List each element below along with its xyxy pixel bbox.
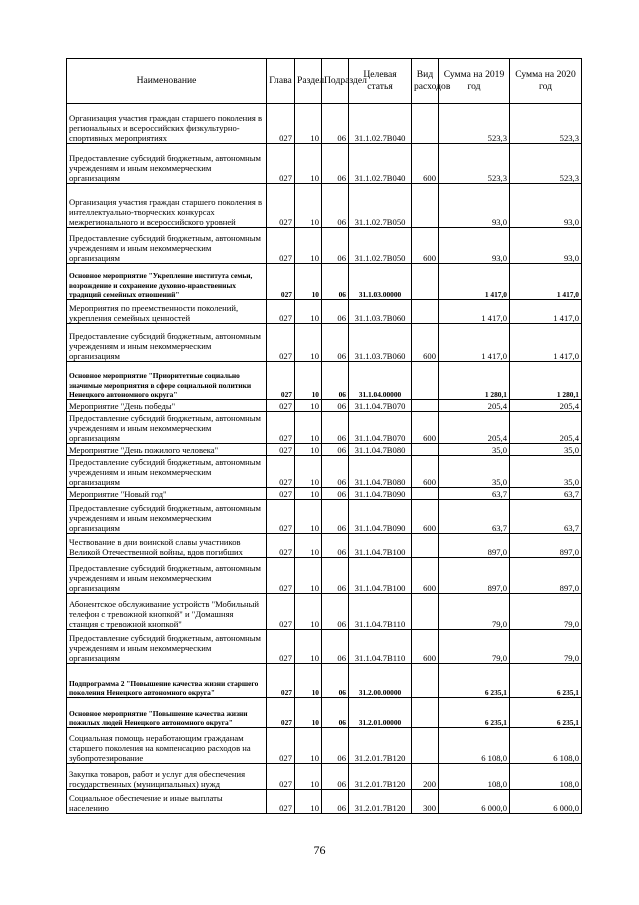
cell-chapter: 027 (267, 728, 295, 764)
cell-sum-2019: 205,4 (439, 412, 510, 444)
cell-expense-type (412, 488, 439, 500)
cell-section: 10 (295, 444, 322, 456)
cell-sum-2019: 1 417,0 (439, 300, 510, 324)
cell-subsection: 06 (322, 500, 349, 534)
cell-article: 31.1.03.7В060 (349, 300, 412, 324)
cell-sum-2020: 523,3 (510, 104, 582, 144)
cell-chapter: 027 (267, 630, 295, 664)
cell-expense-type (412, 728, 439, 764)
header-name: Наименование (67, 59, 267, 104)
table-row (67, 664, 582, 698)
cell-subsection: 06 (322, 184, 349, 228)
cell-expense-type (412, 664, 439, 698)
cell-expense-type (412, 300, 439, 324)
cell-sum-2020: 1 417,0 (510, 300, 582, 324)
cell-sum-2019: 6 235,1 (439, 664, 510, 698)
table-row (67, 534, 582, 558)
cell-name: Основное мероприятие "Приоритетные социально значимые мероприятия в сфере социальной политики Ненецкого автономного округа" (67, 362, 267, 400)
header-section: Раздел (295, 59, 322, 104)
cell-section: 10 (295, 500, 322, 534)
cell-subsection: 06 (322, 144, 349, 184)
cell-article: 31.2.00.00000 (349, 664, 412, 698)
cell-article: 31.1.02.7В040 (349, 144, 412, 184)
cell-expense-type: 600 (412, 228, 439, 264)
budget-table (66, 58, 582, 814)
cell-expense-type (412, 264, 439, 300)
cell-chapter: 027 (267, 264, 295, 300)
table-row (67, 324, 582, 362)
cell-expense-type: 600 (412, 412, 439, 444)
cell-article: 31.1.02.7В050 (349, 184, 412, 228)
cell-expense-type (412, 104, 439, 144)
table-row (67, 630, 582, 664)
cell-subsection: 06 (322, 728, 349, 764)
cell-subsection: 06 (322, 400, 349, 412)
cell-section: 10 (295, 698, 322, 728)
header-sum-2020: Сумма на 2020 год (510, 59, 582, 104)
cell-name: Предоставление субсидий бюджетным, автономным учреждениям и иным некоммерческим организациям (67, 144, 267, 184)
cell-sum-2019: 6 235,1 (439, 698, 510, 728)
cell-sum-2019: 35,0 (439, 444, 510, 456)
cell-sum-2020: 35,0 (510, 444, 582, 456)
cell-section: 10 (295, 324, 322, 362)
cell-name: Чествование в дни воинской славы участников Великой Отечественной войны, вдов погибших (67, 534, 267, 558)
cell-sum-2020: 1 417,0 (510, 324, 582, 362)
table-body (67, 104, 582, 814)
table-row (67, 264, 582, 300)
cell-expense-type: 600 (412, 558, 439, 594)
cell-sum-2020: 63,7 (510, 500, 582, 534)
cell-name: Предоставление субсидий бюджетным, автономным учреждениям и иным некоммерческим организациям (67, 228, 267, 264)
cell-chapter: 027 (267, 500, 295, 534)
cell-name: Мероприятие "День победы" (67, 400, 267, 412)
cell-article: 31.2.01.7В120 (349, 764, 412, 790)
cell-article: 31.1.04.7В080 (349, 456, 412, 488)
cell-sum-2020: 79,0 (510, 594, 582, 630)
cell-sum-2019: 93,0 (439, 228, 510, 264)
cell-name: Мероприятие "Новый год" (67, 488, 267, 500)
table-header-row (67, 59, 582, 104)
cell-sum-2020: 205,4 (510, 400, 582, 412)
cell-chapter: 027 (267, 228, 295, 264)
table-row (67, 300, 582, 324)
cell-article: 31.1.02.7В040 (349, 104, 412, 144)
table-row (67, 228, 582, 264)
cell-chapter: 027 (267, 324, 295, 362)
cell-name: Предоставление субсидий бюджетным, автономным учреждениям и иным некоммерческим организациям (67, 324, 267, 362)
cell-expense-type: 600 (412, 324, 439, 362)
cell-name: Основное мероприятие "Повышение качества жизни пожилых людей Ненецкого автономного округа" (67, 698, 267, 728)
cell-article: 31.1.04.7В080 (349, 444, 412, 456)
cell-article: 31.1.04.7В070 (349, 412, 412, 444)
cell-name: Организация участия граждан старшего поколения в интеллектуально-творческих конкурсах межрегионального и всероссийского уровней (67, 184, 267, 228)
cell-chapter: 027 (267, 488, 295, 500)
cell-section: 10 (295, 264, 322, 300)
cell-name: Социальное обеспечение и иные выплаты населению (67, 790, 267, 814)
cell-chapter: 027 (267, 790, 295, 814)
cell-sum-2020: 93,0 (510, 184, 582, 228)
cell-chapter: 027 (267, 184, 295, 228)
cell-expense-type (412, 594, 439, 630)
cell-section: 10 (295, 534, 322, 558)
cell-chapter: 027 (267, 594, 295, 630)
cell-subsection: 06 (322, 630, 349, 664)
cell-subsection: 06 (322, 324, 349, 362)
cell-article: 31.1.04.7В090 (349, 488, 412, 500)
cell-sum-2020: 6 235,1 (510, 698, 582, 728)
cell-section: 10 (295, 228, 322, 264)
cell-chapter: 027 (267, 534, 295, 558)
cell-sum-2020: 897,0 (510, 534, 582, 558)
cell-article: 31.2.01.7В120 (349, 790, 412, 814)
cell-expense-type (412, 184, 439, 228)
cell-sum-2019: 897,0 (439, 534, 510, 558)
cell-subsection: 06 (322, 264, 349, 300)
cell-sum-2019: 79,0 (439, 630, 510, 664)
cell-section: 10 (295, 144, 322, 184)
cell-subsection: 06 (322, 790, 349, 814)
cell-sum-2019: 35,0 (439, 456, 510, 488)
cell-sum-2020: 897,0 (510, 558, 582, 594)
cell-sum-2020: 205,4 (510, 412, 582, 444)
cell-article: 31.1.02.7В050 (349, 228, 412, 264)
cell-sum-2020: 108,0 (510, 764, 582, 790)
cell-chapter: 027 (267, 104, 295, 144)
cell-subsection: 06 (322, 444, 349, 456)
cell-name: Мероприятия по преемственности поколений, укрепления семейных ценностей (67, 300, 267, 324)
cell-chapter: 027 (267, 412, 295, 444)
cell-subsection: 06 (322, 664, 349, 698)
cell-article: 31.1.04.7В110 (349, 594, 412, 630)
cell-expense-type (412, 698, 439, 728)
cell-name: Социальная помощь неработающим гражданам старшего поколения на компенсацию расходов на зубопротезирование (67, 728, 267, 764)
cell-name: Мероприятие "День пожилого человека" (67, 444, 267, 456)
cell-article: 31.1.04.7В110 (349, 630, 412, 664)
cell-subsection: 06 (322, 412, 349, 444)
cell-expense-type (412, 400, 439, 412)
cell-subsection: 06 (322, 488, 349, 500)
cell-sum-2019: 205,4 (439, 400, 510, 412)
cell-subsection: 06 (322, 228, 349, 264)
table-row (67, 362, 582, 400)
cell-subsection: 06 (322, 534, 349, 558)
cell-name: Предоставление субсидий бюджетным, автономным учреждениям и иным некоммерческим организациям (67, 630, 267, 664)
cell-sum-2020: 523,3 (510, 144, 582, 184)
cell-chapter: 027 (267, 444, 295, 456)
cell-sum-2019: 6 000,0 (439, 790, 510, 814)
cell-section: 10 (295, 456, 322, 488)
table-row (67, 558, 582, 594)
cell-name: Основное мероприятие "Укрепление института семьи, возрождение и сохранение духовно-нравственных традиций семейных отношений" (67, 264, 267, 300)
header-subsection: Подраздел (322, 59, 349, 104)
cell-name: Организация участия граждан старшего поколения в региональных и всероссийских физкультурно-спортивных мероприятиях (67, 104, 267, 144)
cell-article: 31.2.01.00000 (349, 698, 412, 728)
cell-expense-type: 200 (412, 764, 439, 790)
header-expense-type: Вид расходов (412, 59, 439, 104)
cell-expense-type (412, 534, 439, 558)
cell-section: 10 (295, 300, 322, 324)
cell-sum-2019: 79,0 (439, 594, 510, 630)
cell-section: 10 (295, 488, 322, 500)
cell-section: 10 (295, 664, 322, 698)
cell-expense-type (412, 444, 439, 456)
cell-sum-2019: 1 417,0 (439, 264, 510, 300)
cell-subsection: 06 (322, 558, 349, 594)
cell-expense-type: 600 (412, 630, 439, 664)
table-row (67, 594, 582, 630)
cell-expense-type: 300 (412, 790, 439, 814)
cell-sum-2020: 6 000,0 (510, 790, 582, 814)
cell-sum-2019: 93,0 (439, 184, 510, 228)
cell-chapter: 027 (267, 144, 295, 184)
page-number: 76 (313, 843, 326, 857)
cell-subsection: 06 (322, 594, 349, 630)
cell-section: 10 (295, 790, 322, 814)
header-article: Целевая статья (349, 59, 412, 104)
cell-section: 10 (295, 594, 322, 630)
cell-article: 31.1.04.7В090 (349, 500, 412, 534)
table-row (67, 728, 582, 764)
cell-name: Предоставление субсидий бюджетным, автономным учреждениям и иным некоммерческим организациям (67, 412, 267, 444)
cell-chapter: 027 (267, 764, 295, 790)
cell-article: 31.1.04.7В100 (349, 534, 412, 558)
cell-section: 10 (295, 104, 322, 144)
table-row (67, 698, 582, 728)
cell-sum-2020: 63,7 (510, 488, 582, 500)
cell-sum-2019: 6 108,0 (439, 728, 510, 764)
cell-section: 10 (295, 630, 322, 664)
cell-article: 31.1.04.7В100 (349, 558, 412, 594)
table-row (67, 412, 582, 444)
cell-chapter: 027 (267, 664, 295, 698)
cell-name: Подпрограмма 2 "Повышение качества жизни старшего поколения Ненецкого автономного округа" (67, 664, 267, 698)
cell-name: Предоставление субсидий бюджетным, автономным учреждениям и иным некоммерческим организациям (67, 558, 267, 594)
cell-subsection: 06 (322, 456, 349, 488)
cell-sum-2019: 63,7 (439, 500, 510, 534)
table-row (67, 764, 582, 790)
cell-article: 31.1.04.00000 (349, 362, 412, 400)
table-row (67, 444, 582, 456)
table-row (67, 456, 582, 488)
cell-sum-2019: 63,7 (439, 488, 510, 500)
cell-sum-2019: 1 280,1 (439, 362, 510, 400)
cell-section: 10 (295, 400, 322, 412)
cell-sum-2019: 108,0 (439, 764, 510, 790)
cell-section: 10 (295, 558, 322, 594)
cell-chapter: 027 (267, 456, 295, 488)
cell-expense-type: 600 (412, 456, 439, 488)
cell-sum-2019: 897,0 (439, 558, 510, 594)
cell-expense-type (412, 362, 439, 400)
cell-sum-2020: 93,0 (510, 228, 582, 264)
cell-sum-2019: 523,3 (439, 144, 510, 184)
cell-article: 31.2.01.7В120 (349, 728, 412, 764)
table-row (67, 144, 582, 184)
cell-section: 10 (295, 184, 322, 228)
cell-subsection: 06 (322, 300, 349, 324)
cell-sum-2020: 1 280,1 (510, 362, 582, 400)
table-row (67, 500, 582, 534)
cell-chapter: 027 (267, 300, 295, 324)
cell-subsection: 06 (322, 698, 349, 728)
cell-sum-2019: 523,3 (439, 104, 510, 144)
cell-chapter: 027 (267, 558, 295, 594)
cell-name: Предоставление субсидий бюджетным, автономным учреждениям и иным некоммерческим организациям (67, 500, 267, 534)
cell-chapter: 027 (267, 400, 295, 412)
cell-article: 31.1.03.00000 (349, 264, 412, 300)
cell-section: 10 (295, 412, 322, 444)
cell-name: Абонентское обслуживание устройств "Мобильный телефон с тревожной кнопкой" и "Домашняя станция с тревожной кнопкой" (67, 594, 267, 630)
cell-expense-type: 600 (412, 500, 439, 534)
cell-name: Предоставление субсидий бюджетным, автономным учреждениям и иным некоммерческим организациям (67, 456, 267, 488)
cell-subsection: 06 (322, 362, 349, 400)
cell-subsection: 06 (322, 764, 349, 790)
cell-sum-2019: 1 417,0 (439, 324, 510, 362)
cell-expense-type: 600 (412, 144, 439, 184)
cell-name: Закупка товаров, работ и услуг для обеспечения государственных (муниципальных) нужд (67, 764, 267, 790)
cell-subsection: 06 (322, 104, 349, 144)
cell-sum-2020: 6 235,1 (510, 664, 582, 698)
cell-chapter: 027 (267, 698, 295, 728)
cell-sum-2020: 35,0 (510, 456, 582, 488)
table-row (67, 790, 582, 814)
table-row (67, 104, 582, 144)
cell-section: 10 (295, 764, 322, 790)
cell-sum-2020: 6 108,0 (510, 728, 582, 764)
cell-section: 10 (295, 362, 322, 400)
cell-chapter: 027 (267, 362, 295, 400)
header-chapter: Глава (267, 59, 295, 104)
table-row (67, 488, 582, 500)
table-row (67, 400, 582, 412)
header-sum-2019: Сумма на 2019 год (439, 59, 510, 104)
cell-sum-2020: 79,0 (510, 630, 582, 664)
cell-section: 10 (295, 728, 322, 764)
cell-article: 31.1.03.7В060 (349, 324, 412, 362)
cell-article: 31.1.04.7В070 (349, 400, 412, 412)
table-row (67, 184, 582, 228)
cell-sum-2020: 1 417,0 (510, 264, 582, 300)
